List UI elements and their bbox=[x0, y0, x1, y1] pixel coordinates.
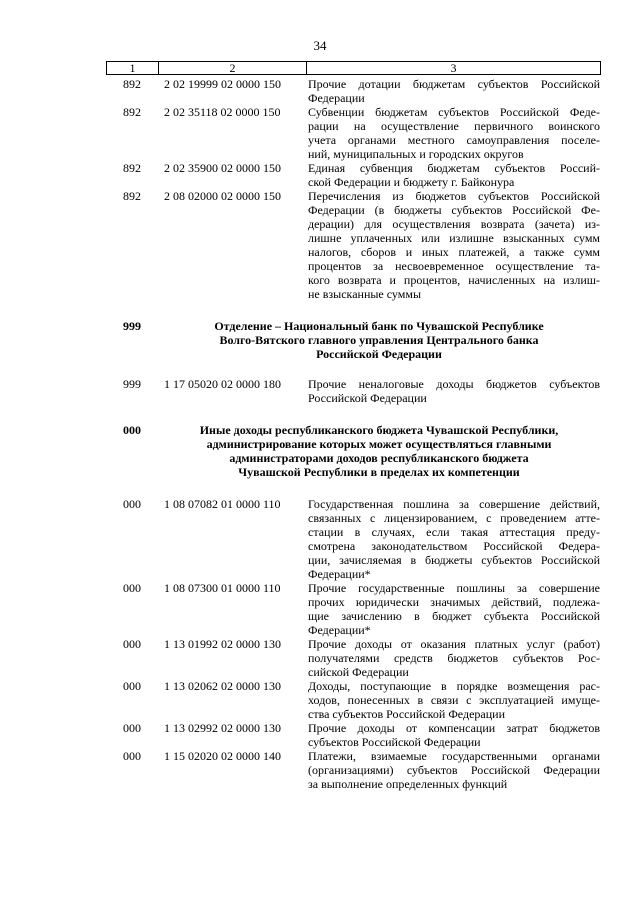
document-body bbox=[106, 77, 600, 791]
income-description bbox=[306, 189, 600, 301]
description-line: Прочие доходы от оказания платных услуг (работ) bbox=[308, 637, 600, 651]
income-code: 1 13 02062 02 0000 130 bbox=[164, 679, 281, 693]
table-row bbox=[106, 377, 600, 405]
admin-code: 000 bbox=[123, 679, 141, 693]
table-row bbox=[106, 105, 600, 161]
section-title-line: Иные доходы республиканского бюджета Чувашской Республики, bbox=[199, 423, 559, 437]
admin-code: 000 bbox=[123, 721, 141, 735]
description-line: сийской Федерации bbox=[308, 665, 409, 679]
section-title-line: Российской Федерации bbox=[316, 347, 442, 361]
income-description bbox=[306, 679, 600, 721]
section-heading-999 bbox=[106, 319, 600, 361]
description-line: стации в случаях, если такая аттестация преду- bbox=[308, 525, 600, 539]
column-header-row bbox=[106, 61, 601, 75]
income-code: 1 08 07300 01 0000 110 bbox=[164, 581, 281, 595]
description-line: Российской Федерации bbox=[308, 391, 427, 405]
income-description bbox=[306, 161, 600, 189]
description-line: получателями средств бюджетов субъектов Рос- bbox=[308, 651, 600, 665]
income-description bbox=[306, 749, 600, 791]
description-line: Прочие государственные пошлины за совершение bbox=[308, 581, 600, 595]
section-title-line: администраторами доходов республиканского бюджета bbox=[229, 451, 529, 465]
income-code: 1 13 02992 02 0000 130 bbox=[164, 721, 281, 735]
table-row bbox=[106, 161, 600, 189]
description-line: Прочие доходы от компенсации затрат бюджетов bbox=[308, 721, 600, 735]
description-line: субъектов Российской Федерации bbox=[308, 735, 481, 749]
rows-group-999 bbox=[106, 377, 600, 405]
description-line: Государственная пошлина за совершение действий, bbox=[308, 497, 600, 511]
section-heading-000 bbox=[106, 423, 600, 479]
section-title-line: Отделение – Национальный банк по Чувашской Республике bbox=[214, 319, 544, 333]
income-code: 2 02 35900 02 0000 150 bbox=[164, 161, 281, 175]
description-line: Федерации* bbox=[308, 567, 371, 581]
description-line: связанных с лицензированием, с проведением атте- bbox=[308, 511, 600, 525]
table-row bbox=[106, 189, 600, 301]
description-line: (организациями) субъектов Российской Федерации bbox=[308, 763, 600, 777]
income-description bbox=[306, 581, 600, 637]
description-line: не взысканные суммы bbox=[308, 287, 422, 301]
description-line: Единая субвенция бюджетам субъектов Россий- bbox=[308, 161, 600, 175]
description-line: за выполнение определенных функций bbox=[308, 777, 508, 791]
income-code: 1 13 01992 02 0000 130 bbox=[164, 637, 281, 651]
admin-code: 000 bbox=[123, 637, 141, 651]
description-line: ции, зачисляемая в бюджеты субъектов Российской bbox=[308, 553, 600, 567]
section-title bbox=[158, 319, 600, 361]
rows-group-892 bbox=[106, 77, 600, 301]
column-header-3: 3 bbox=[307, 62, 601, 75]
income-code: 2 08 02000 02 0000 150 bbox=[164, 189, 281, 203]
admin-code: 892 bbox=[123, 189, 141, 203]
description-line: Платежи, взимаемые государственными органами bbox=[308, 749, 600, 763]
income-code: 1 15 02020 02 0000 140 bbox=[164, 749, 281, 763]
description-line: ской Федерации и бюджету г. Байконура bbox=[308, 175, 515, 189]
income-description bbox=[306, 497, 600, 581]
description-line: налогов, сборов и иных платежей, а также сумм bbox=[308, 245, 600, 259]
section-title-line: Волго-Вятского главного управления Центрального банка bbox=[219, 333, 539, 347]
description-line: ства субъектов Российской Федерации bbox=[308, 707, 505, 721]
admin-code: 892 bbox=[123, 105, 141, 119]
description-line: Субвенции бюджетам субъектов Российской Феде- bbox=[308, 105, 600, 119]
description-line: Федерации* bbox=[308, 623, 371, 637]
description-line: ний, муниципальных и городских округов bbox=[308, 147, 524, 161]
page-number: 34 bbox=[313, 38, 327, 53]
section-code: 000 bbox=[123, 423, 141, 437]
column-header-2: 2 bbox=[159, 62, 307, 75]
description-line: Федерации bbox=[308, 91, 365, 105]
description-line: смотрена законодательством Российской Федера- bbox=[308, 539, 600, 553]
description-line: Федерации (в бюджеты субъектов Российской Фе- bbox=[308, 203, 600, 217]
admin-code: 999 bbox=[123, 377, 141, 391]
description-line: кого возврата и процентов, начисленных на излиш- bbox=[308, 273, 600, 287]
rows-group-000 bbox=[106, 497, 600, 791]
income-code: 2 02 35118 02 0000 150 bbox=[164, 105, 281, 119]
description-line: процентов за несвоевременное осуществление та- bbox=[308, 259, 600, 273]
income-description bbox=[306, 721, 600, 749]
admin-code: 892 bbox=[123, 161, 141, 175]
admin-code: 000 bbox=[123, 497, 141, 511]
section-title-line: администрирование которых может осуществляться главными bbox=[206, 437, 552, 451]
section-title bbox=[158, 423, 600, 479]
section-code: 999 bbox=[123, 319, 141, 333]
admin-code: 000 bbox=[123, 581, 141, 595]
description-line: прочих юридически значимых действий, подлежа- bbox=[308, 595, 600, 609]
income-code: 2 02 19999 02 0000 150 bbox=[164, 77, 281, 91]
section-title-line: Чувашской Республики в пределах их компетенции bbox=[238, 465, 520, 479]
table-row bbox=[106, 637, 600, 679]
table-row bbox=[106, 77, 600, 105]
table-row bbox=[106, 749, 600, 791]
description-line: рации на осуществление первичного воинского bbox=[308, 119, 600, 133]
income-description bbox=[306, 377, 600, 405]
description-line: щие зачислению в бюджет субъекта Российской bbox=[308, 609, 600, 623]
description-line: Перечисления из бюджетов субъектов Российской bbox=[308, 189, 600, 203]
table-row bbox=[106, 721, 600, 749]
description-line: Доходы, поступающие в порядке возмещения рас- bbox=[308, 679, 600, 693]
description-line: дерации) для осуществления возврата (зачета) из- bbox=[308, 217, 600, 231]
income-description bbox=[306, 637, 600, 679]
admin-code: 892 bbox=[123, 77, 141, 91]
column-header-1: 1 bbox=[107, 62, 159, 75]
description-line: ходов, понесенных в связи с эксплуатацией имуще- bbox=[308, 693, 600, 707]
income-code: 1 17 05020 02 0000 180 bbox=[164, 377, 281, 391]
income-description bbox=[306, 77, 600, 105]
description-line: Прочие дотации бюджетам субъектов Российской bbox=[308, 77, 600, 91]
description-line: Прочие неналоговые доходы бюджетов субъектов bbox=[308, 377, 600, 391]
admin-code: 000 bbox=[123, 749, 141, 763]
description-line: лишне уплаченных или излишне взысканных сумм bbox=[308, 231, 600, 245]
table-row bbox=[106, 581, 600, 637]
income-code: 1 08 07082 01 0000 110 bbox=[164, 497, 281, 511]
description-line: учета органами местного самоуправления поселе- bbox=[308, 133, 600, 147]
table-row bbox=[106, 497, 600, 581]
income-description bbox=[306, 105, 600, 161]
table-row bbox=[106, 679, 600, 721]
